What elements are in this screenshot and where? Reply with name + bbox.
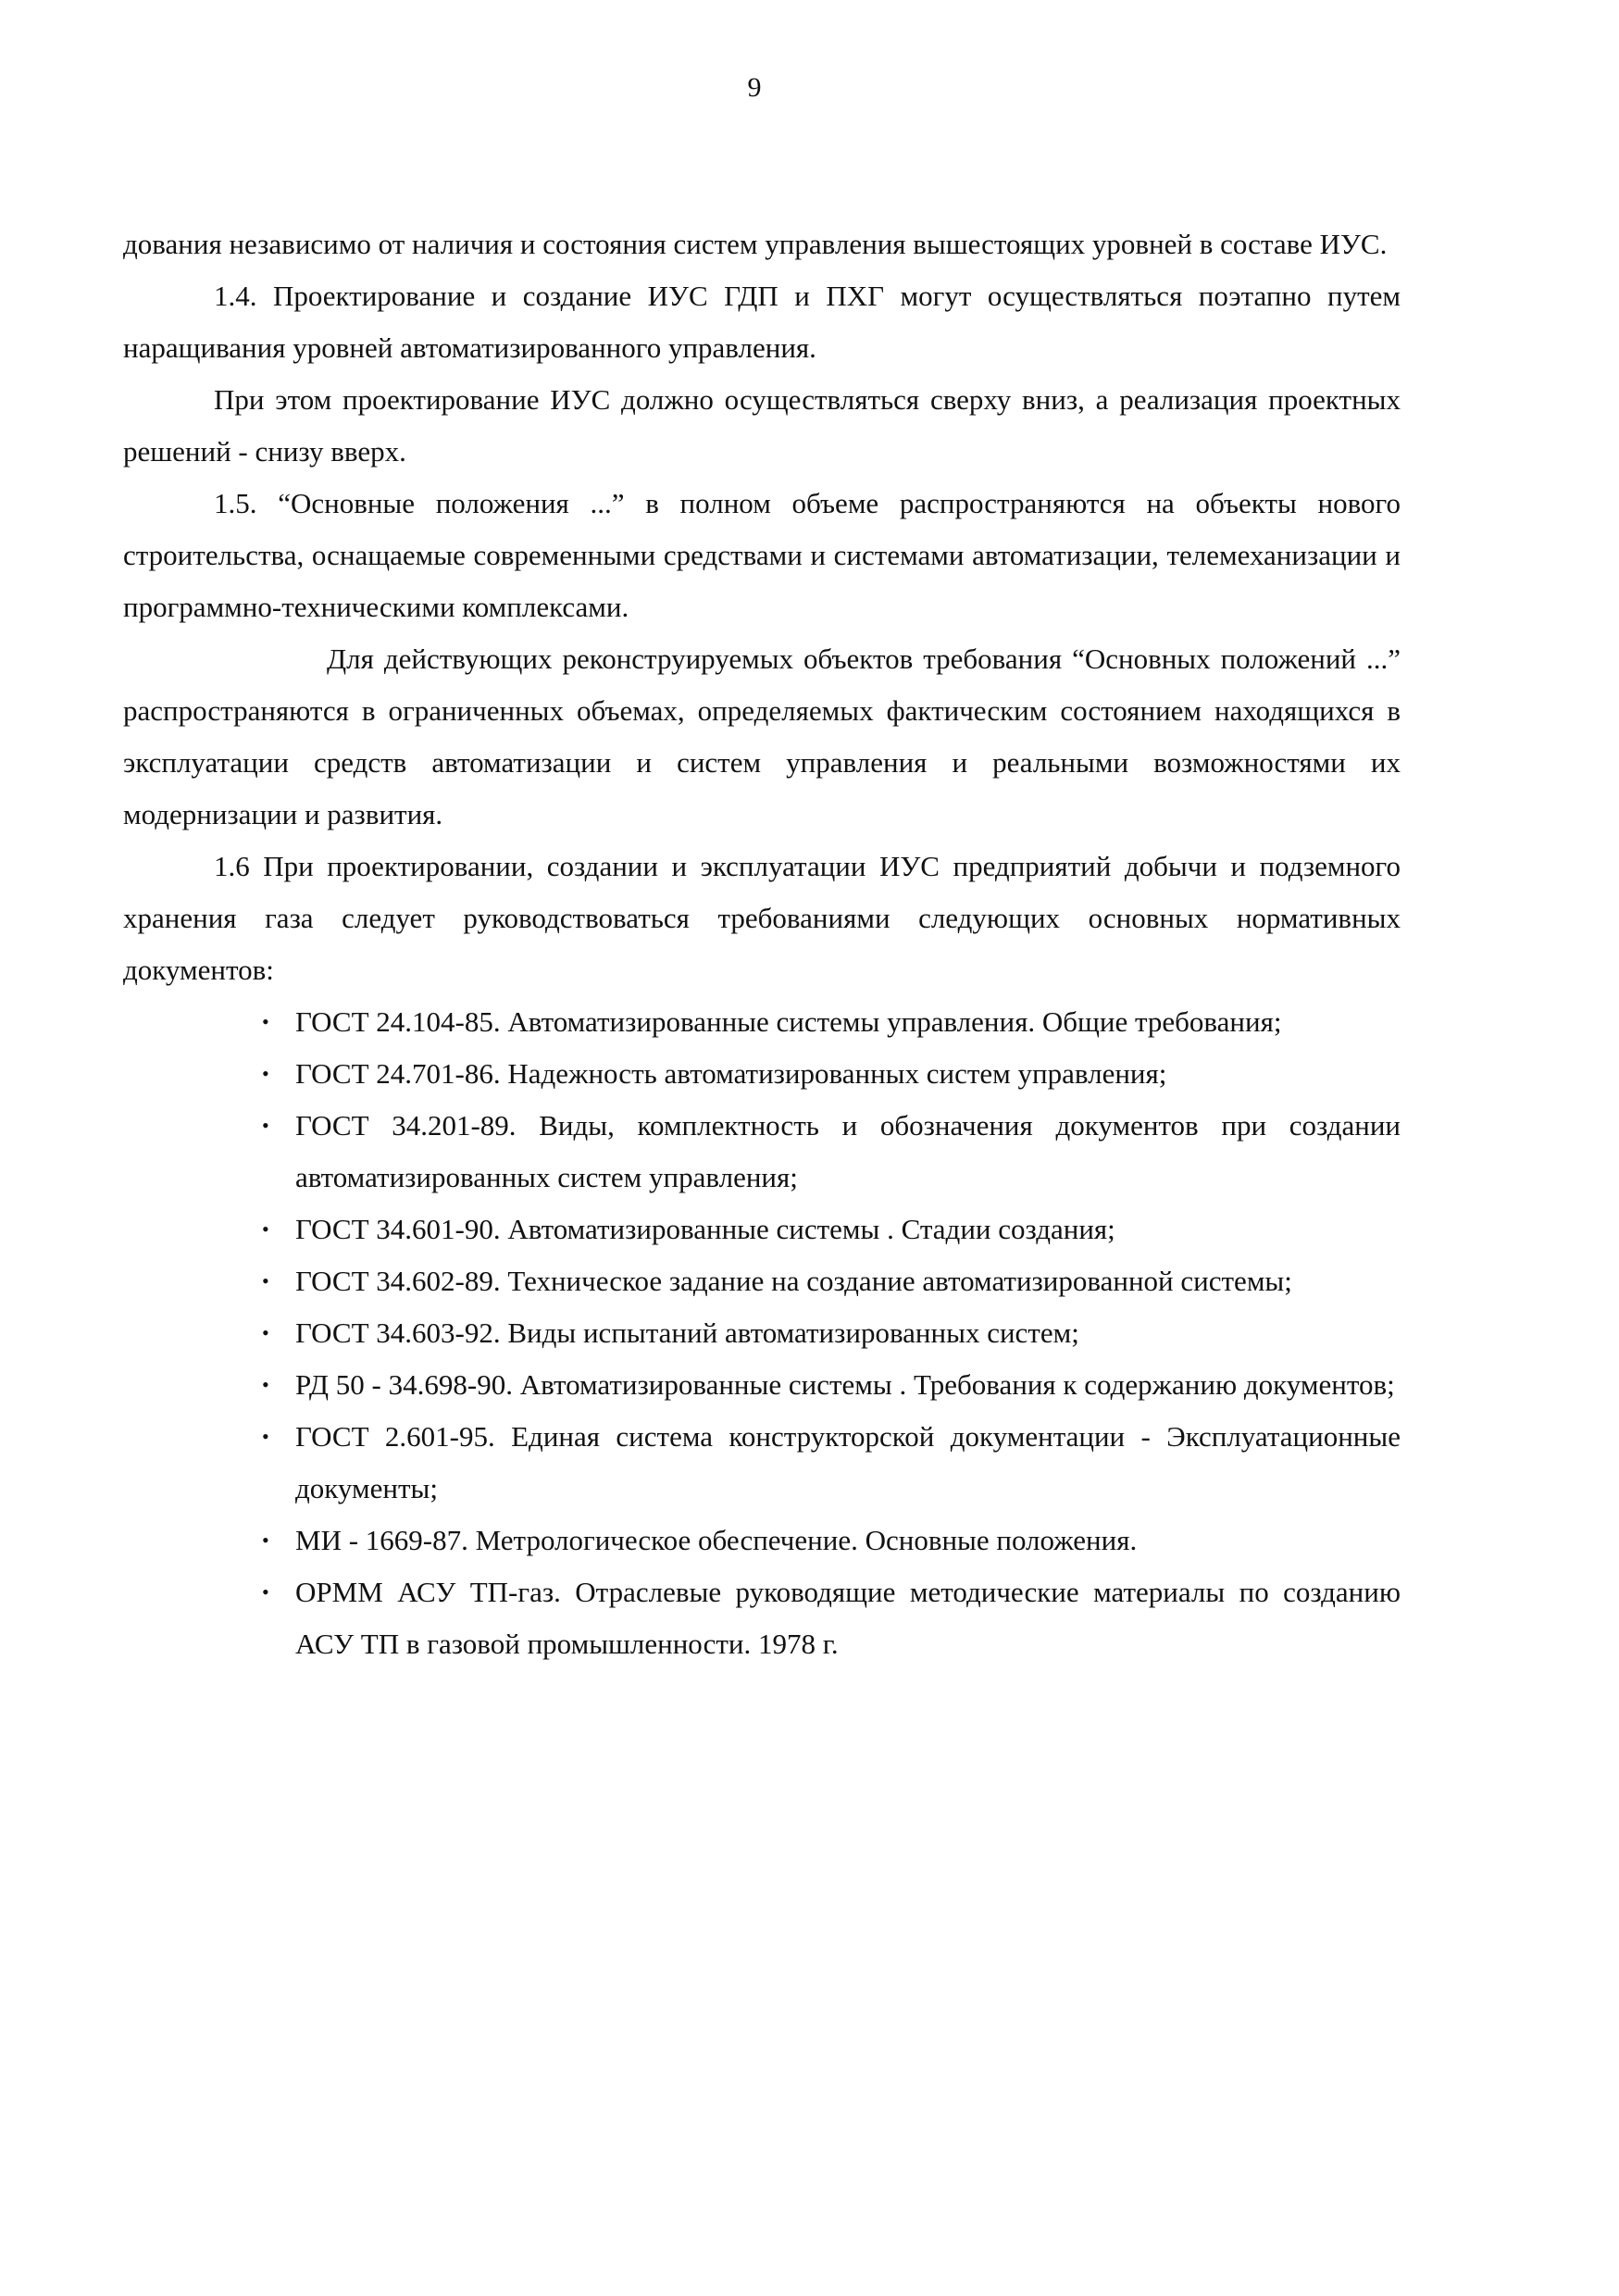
paragraph-continuation: дования независимо от наличия и состояния систем управления вышестоящих уровней в составе ИУС.: [123, 228, 1388, 260]
paragraph-existing-objects: Для действующих реконструируемых объектов требования “Основных положений ...” распространяются в ограниченных объемах, определяемых фактическим состоянием находящихся в эксплуатации средств автоматизации и систем управления и реальными возможностями их модернизации и развития.: [123, 643, 1401, 830]
list-item: • РД 50 - 34.698-90. Автоматизированные системы . Требования к содержанию документов;: [295, 1359, 1401, 1411]
normative-documents-list: [123, 996, 1401, 1670]
paragraph-1-4: 1.4. Проектирование и создание ИУС ГДП и ПХГ могут осуществляться поэтапно путем наращивания уровней автоматизированного управления.: [123, 280, 1401, 364]
list-item: • ГОСТ 24.701-86. Надежность автоматизированных систем управления;: [295, 1048, 1401, 1100]
list-item: • ГОСТ 34.601-90. Автоматизированные системы . Стадии создания;: [295, 1204, 1401, 1255]
list-item: • ГОСТ 24.104-85. Автоматизированные системы управления. Общие требования;: [295, 996, 1401, 1048]
document-body: [123, 218, 1401, 1670]
list-item: • ГОСТ 34.201-89. Виды, комплектность и обозначения документов при создании автоматизированных систем управления;: [295, 1100, 1401, 1204]
paragraph-1-6: 1.6 При проектировании, создании и эксплуатации ИУС предприятий добычи и подземного хранения газа следует руководствоваться требованиями следующих основных нормативных документов:: [123, 850, 1401, 986]
page-number: 9: [747, 72, 762, 103]
list-item: • МИ - 1669-87. Метрологическое обеспечение. Основные положения.: [295, 1515, 1401, 1566]
paragraph-1-5: 1.5. “Основные положения ...” в полном объеме распространяются на объекты нового строительства, оснащаемые современными средствами и системами автоматизации, телемеханизации и программно-техническими комплексами.: [123, 487, 1401, 623]
list-item: • ГОСТ 34.603-92. Виды испытаний автоматизированных систем;: [295, 1307, 1401, 1359]
paragraph-design-approach: При этом проектирование ИУС должно осуществляться сверху вниз, а реализация проектных решений - снизу вверх.: [123, 383, 1401, 468]
list-item: • ГОСТ 2.601-95. Единая система конструкторской документации - Эксплуатационные документы;: [295, 1411, 1401, 1515]
list-item: • ОРММ АСУ ТП-газ. Отраслевые руководящие методические материалы по созданию АСУ ТП в газовой промышленности. 1978 г.: [295, 1566, 1401, 1670]
list-item: • ГОСТ 34.602-89. Техническое задание на создание автоматизированной системы;: [295, 1255, 1401, 1307]
